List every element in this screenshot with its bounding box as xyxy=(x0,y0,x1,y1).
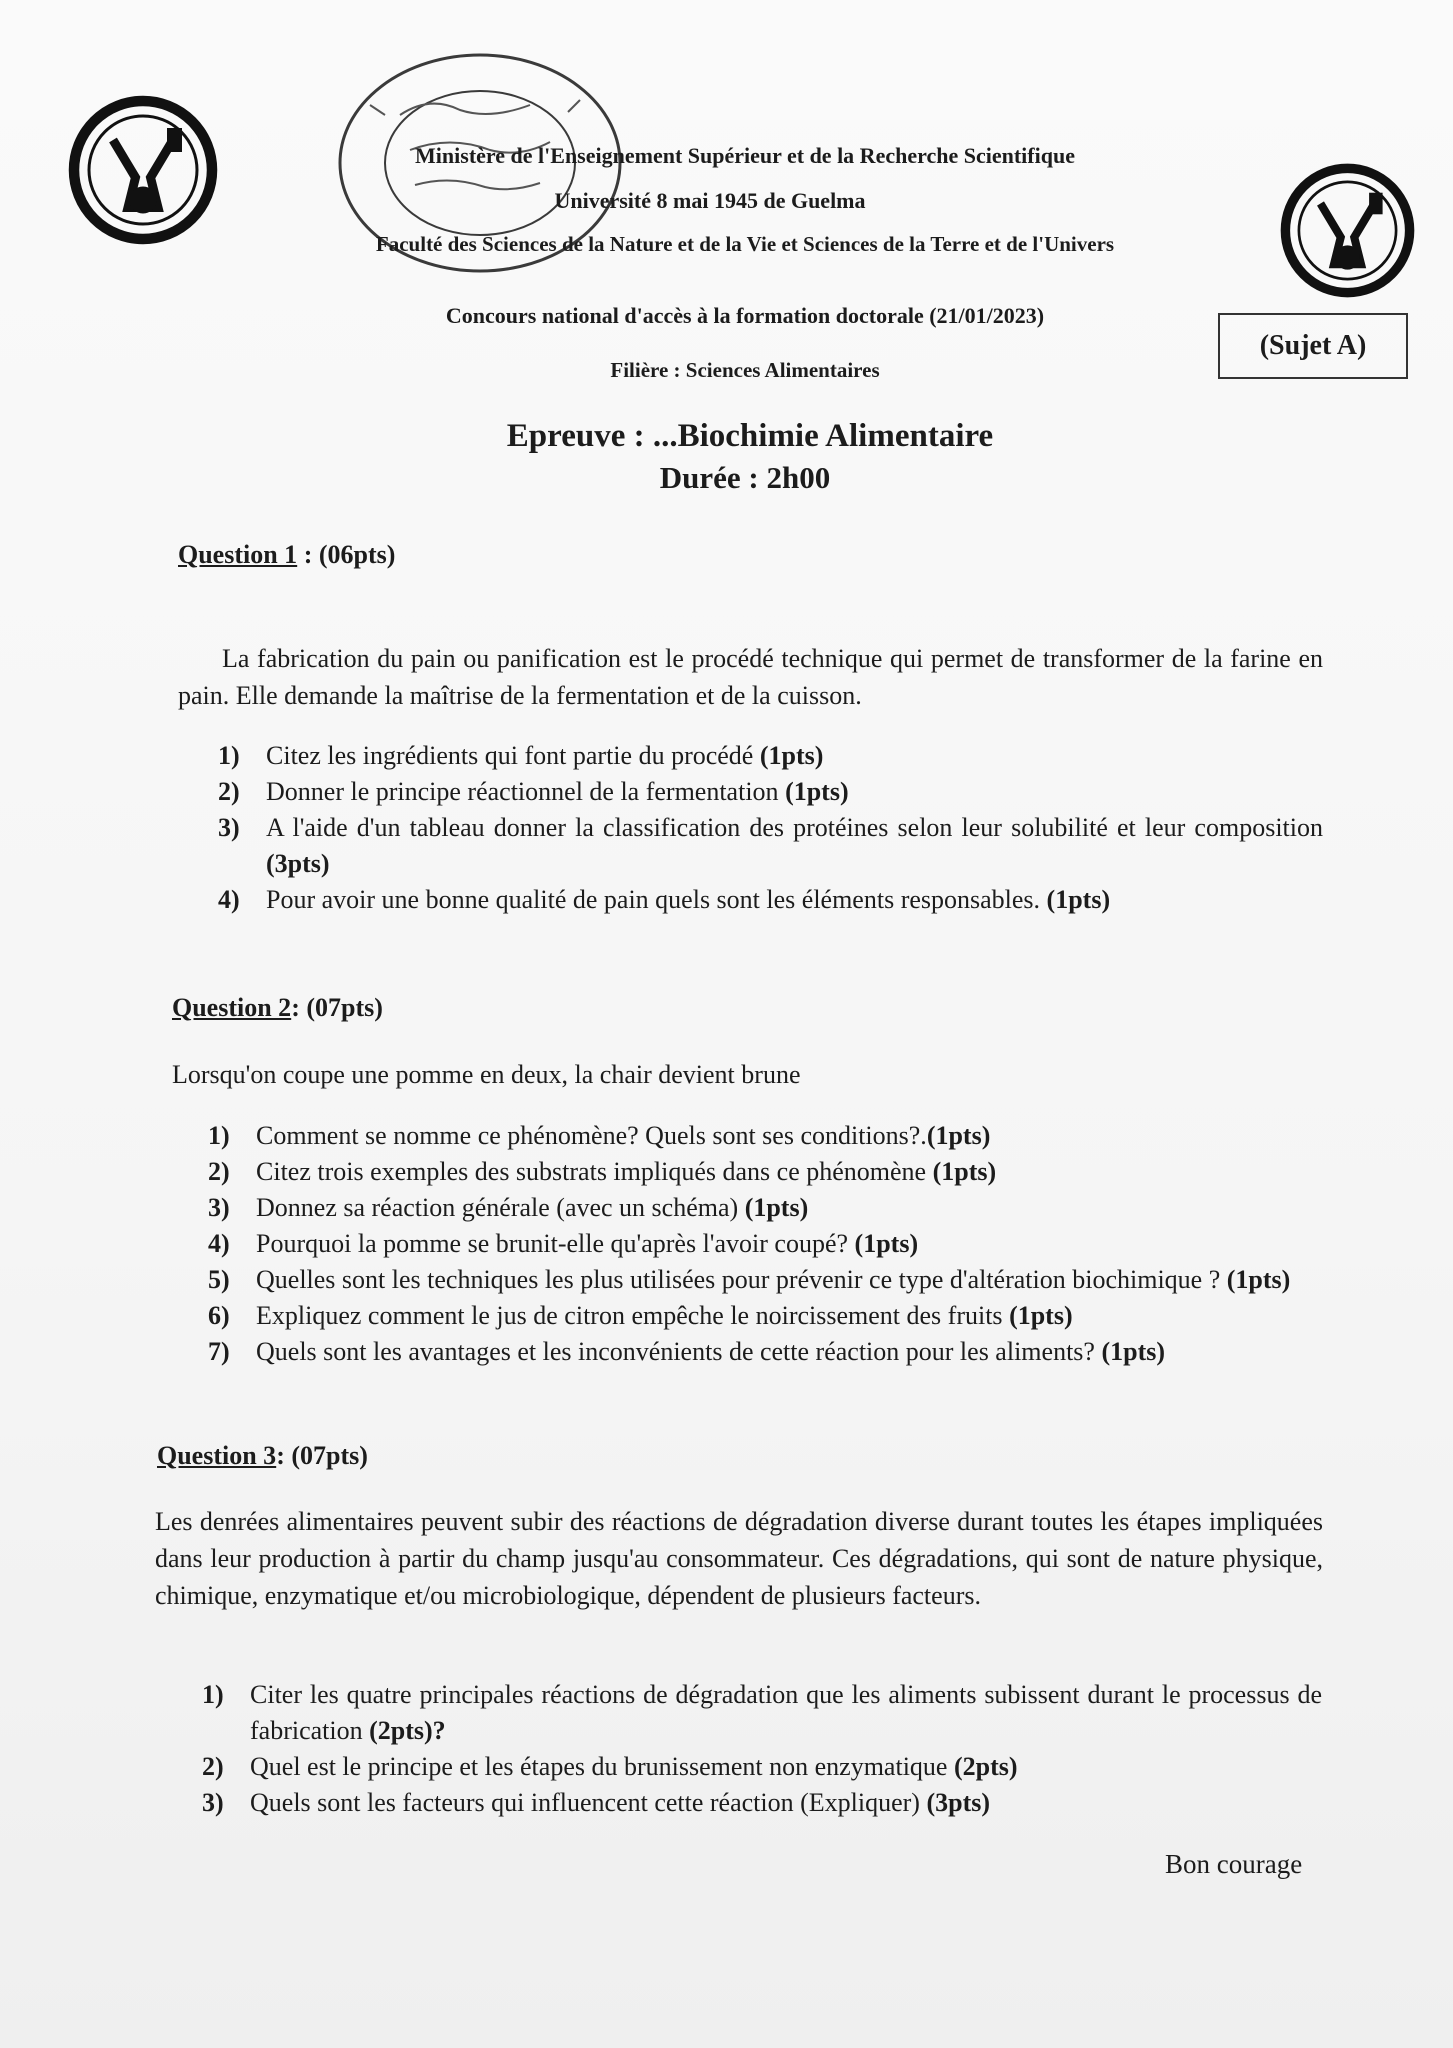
item-number: 3) xyxy=(202,1788,224,1817)
question-2-item xyxy=(208,1334,1323,1370)
exam-title: Epreuve : ...Biochimie Alimentaire xyxy=(506,418,994,454)
question-1-item xyxy=(218,882,1323,918)
item-text: Quels sont les avantages et les inconvénients de cette réaction pour les aliments? xyxy=(256,1337,1102,1366)
item-number: 3) xyxy=(208,1193,230,1222)
question-1-item xyxy=(218,738,1323,774)
question-1-title xyxy=(178,540,395,570)
concours-line: Concours national d'accès à la formation doctorale (21/01/2023) xyxy=(445,303,1045,328)
item-number: 2) xyxy=(202,1752,224,1781)
closing-text: Bon courage xyxy=(1165,1849,1303,1879)
question-3-points: : (07pts) xyxy=(276,1441,368,1470)
item-number: 2) xyxy=(208,1157,230,1186)
item-text: Citez les ingrédients qui font partie du procédé xyxy=(266,741,760,770)
item-number: 1) xyxy=(208,1121,230,1150)
item-text: Comment se nomme ce phénomène? Quels sont ses conditions?. xyxy=(256,1121,927,1150)
question-3-item xyxy=(202,1785,1322,1821)
question-1-intro: La fabrication du pain ou panification est le procédé technique qui permet de transformer de la farine en pain. Elle demande la maîtrise de la fermentation et de la cuisson. xyxy=(178,644,1323,710)
question-1-items xyxy=(218,738,1323,918)
question-2-item xyxy=(208,1226,1323,1262)
ministry-line: Ministère de l'Enseignement Supérieur et de la Recherche Scientifique xyxy=(415,143,1075,168)
question-2-title xyxy=(172,993,383,1023)
question-2-item xyxy=(208,1262,1323,1298)
question-2-items xyxy=(208,1118,1323,1370)
question-3-intro: Les denrées alimentaires peuvent subir des réactions de dégradation diverse durant toutes les étapes impliquées dans leur production à partir du champ jusqu'au consommateur. Ces dégradations, qui sont de nature physique, chimique, enzymatique et/ou microbiologique, dépendent de plusieurs facteurs. xyxy=(155,1507,1323,1610)
item-text: Citez trois exemples des substrats impliqués dans ce phénomène xyxy=(256,1157,933,1186)
question-1-item xyxy=(218,774,1323,810)
university-logo-left-icon xyxy=(68,95,218,245)
item-points: (1pts) xyxy=(926,1121,991,1150)
item-text: Expliquez comment le jus de citron empêche le noircissement des fruits xyxy=(256,1301,1010,1330)
item-text: Quels sont les facteurs qui influencent cette réaction (Expliquer) xyxy=(250,1788,927,1817)
item-number: 4) xyxy=(208,1229,230,1258)
question-2-item xyxy=(208,1190,1323,1226)
item-points: (1pts) xyxy=(1009,1301,1073,1330)
question-2-item xyxy=(208,1118,1323,1154)
item-points: (2pts) xyxy=(953,1752,1018,1781)
sujet-badge: (Sujet A) xyxy=(1218,313,1408,379)
item-number: 3) xyxy=(218,813,240,842)
item-points: (1pts) xyxy=(785,777,849,806)
university-line: Université 8 mai 1945 de Guelma xyxy=(554,188,866,213)
item-number: 4) xyxy=(218,885,240,914)
question-3-item xyxy=(202,1677,1322,1749)
item-number: 2) xyxy=(218,777,240,806)
question-1-item xyxy=(218,810,1323,882)
question-2-label: Question 2 xyxy=(172,993,292,1022)
item-number: 1) xyxy=(218,741,240,770)
question-3-title xyxy=(157,1441,368,1471)
item-number: 7) xyxy=(208,1337,230,1366)
item-points: (1pts) xyxy=(1046,885,1111,914)
item-text: Donner le principe réactionnel de la fermentation xyxy=(266,777,786,806)
question-3-label: Question 3 xyxy=(157,1441,277,1470)
item-points: (1pts) xyxy=(854,1229,919,1258)
item-points: (1pts) xyxy=(744,1193,809,1222)
question-3-items xyxy=(202,1677,1322,1821)
item-text: Citer les quatre principales réactions de dégradation que les aliments subissent durant le processus de fabrication xyxy=(250,1680,1322,1745)
question-2-points: : (07pts) xyxy=(291,993,383,1022)
item-text: Pourquoi la pomme se brunit-elle qu'après l'avoir coupé? xyxy=(256,1229,855,1258)
filiere-line: Filière : Sciences Alimentaires xyxy=(610,358,880,382)
item-number: 5) xyxy=(208,1265,230,1294)
item-text: Quel est le principe et les étapes du brunissement non enzymatique xyxy=(250,1752,954,1781)
item-points: (1pts) xyxy=(1101,1337,1166,1366)
item-points: (1pts) xyxy=(932,1157,997,1186)
item-points: (1pts) xyxy=(1226,1265,1291,1294)
item-number: 6) xyxy=(208,1301,230,1330)
university-logo-right-icon xyxy=(1280,163,1415,298)
question-2-item xyxy=(208,1154,1323,1190)
item-text: Quelles sont les techniques les plus utilisées pour prévenir ce type d'altération biochimique ? xyxy=(256,1265,1227,1294)
question-1-points: : (06pts) xyxy=(297,540,396,569)
item-points: (2pts)? xyxy=(369,1716,446,1745)
item-points: (3pts) xyxy=(926,1788,991,1817)
faculty-line: Faculté des Sciences de la Nature et de la Vie et Sciences de la Terre et de l'Univers xyxy=(375,232,1115,256)
question-3-item xyxy=(202,1749,1322,1785)
item-points: (1pts) xyxy=(759,741,824,770)
item-number: 1) xyxy=(202,1680,224,1709)
question-1-label: Question 1 xyxy=(178,540,298,569)
item-points: (3pts) xyxy=(266,849,330,878)
item-text: Pour avoir une bonne qualité de pain quels sont les éléments responsables. xyxy=(266,885,1047,914)
question-2-intro: Lorsqu'on coupe une pomme en deux, la chair devient brune xyxy=(172,1060,801,1089)
question-2-item xyxy=(208,1298,1323,1334)
item-text: Donnez sa réaction générale (avec un schéma) xyxy=(256,1193,745,1222)
exam-duration: Durée : 2h00 xyxy=(659,460,831,495)
item-text: A l'aide d'un tableau donner la classification des protéines selon leur solubilité et leur composition xyxy=(266,813,1323,842)
